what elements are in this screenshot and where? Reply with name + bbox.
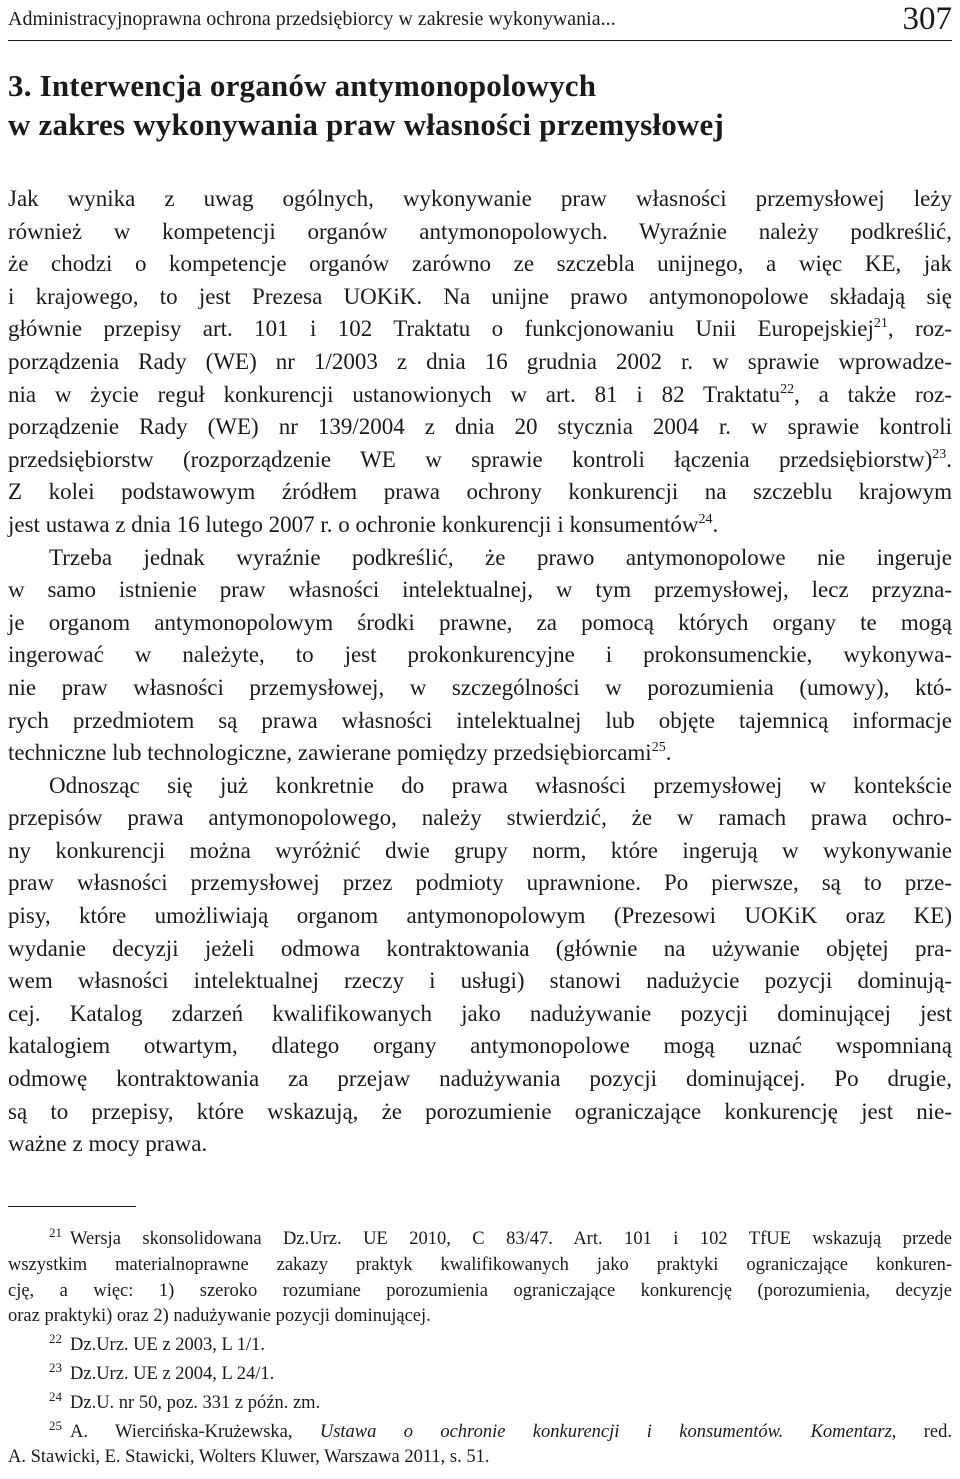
footnote-ref-23: 23 — [932, 446, 947, 462]
footnote-24 — [8, 1388, 952, 1417]
body-line: ny konkurencji można wyróżnić dwie grupy norm, które ingerują w wykonywanie — [8, 837, 952, 863]
body-line: porządzenia Rady (WE) nr 1/2003 z dnia 16 grudnia 2002 r. w sprawie wprowadze- — [8, 348, 952, 374]
body-line: w samo istnienie praw własności intelektualnej, w tym przemysłowej, lecz przyzna- — [8, 577, 952, 603]
body-line: przepisów prawa antymonopolowego, należy stwierdzić, że w ramach prawa ochro- — [8, 805, 952, 831]
body-line: katalogiem otwartym, dlatego organy antymonopolowe mogą uznać wspomnianą — [8, 1033, 952, 1059]
footnotes — [8, 1227, 952, 1471]
body-line: również w kompetencji organów antymonopolowych. Wyraźnie należy podkreślić, — [8, 218, 952, 244]
body-line: i krajowego, to jest Prezesa UOKiK. Na unijne prawo antymonopolowe składają się — [8, 283, 952, 309]
body-line: pisy, które umożliwiają organom antymonopolowym (Prezesowi UOKiK oraz KE) — [8, 903, 952, 929]
footnote-ref-21: 21 — [873, 316, 888, 332]
footnote-22 — [8, 1333, 952, 1359]
chapter-heading-line-2: w zakres wykonywania praw własności przemysłowej — [8, 107, 724, 142]
body-text — [8, 183, 952, 1161]
footnote-21 — [8, 1227, 952, 1253]
body-line-text: przedsiębiorstw (rozporządzenie WE w sprawie kontroli łączenia przedsiębiorstw) — [8, 446, 933, 472]
body-line: ingerować w należyte, to jest prokonkurencyjne i prokonsumenckie, wykonywa- — [8, 642, 952, 668]
body-line-text: , a także roz- — [794, 381, 952, 407]
footnote-number: 25 — [49, 1417, 62, 1433]
body-line-text: techniczne lub technologiczne, zawierane pomiędzy przedsiębiorcami — [8, 740, 652, 766]
body-line — [8, 313, 952, 346]
body-line-text: głównie przepisy art. 101 i 102 Traktatu o funkcjonowaniu Unii Europejskiej — [8, 316, 874, 342]
footnote-text: , red. — [891, 1421, 953, 1442]
footnote-separator — [8, 1206, 136, 1207]
footnote-ref-24: 24 — [698, 511, 713, 527]
footnote-ref-25: 25 — [651, 740, 666, 756]
body-line-text: nia w życie reguł konkurencji ustanowionych w art. 81 i 82 Traktatu — [8, 381, 781, 407]
body-line — [8, 737, 952, 770]
body-line: praw własności przemysłowej przez podmioty uprawnione. Po pierwsze, są to prze- — [8, 870, 952, 896]
body-line: odmowę kontraktowania za przejaw nadużywania pozycji dominującej. Po drugie, — [8, 1066, 952, 1092]
body-line: rych przedmiotem są prawa własności intelektualnej lub objęte tajemnicą informacje — [8, 707, 952, 733]
body-line: wem własności intelektualnej rzeczy i usługi) stanowi nadużycie pozycji dominują- — [8, 968, 952, 994]
body-line: nie praw własności przemysłowej, w szczególności w porozumienia (umowy), któ- — [8, 674, 952, 700]
footnote-line: oraz praktyki) oraz 2) nadużywanie pozycji dominującej. — [8, 1306, 431, 1327]
chapter-heading-line-1: 3. Interwencja organów antymonopolowych — [8, 68, 597, 103]
body-line-text: jest ustawa z dnia 16 lutego 2007 r. o ochronie konkurencji i konsumentów — [8, 511, 699, 537]
footnote-23 — [8, 1359, 952, 1388]
body-line: cej. Katalog zdarzeń kwalifikowanych jako nadużywanie pozycji dominującej jest — [8, 1000, 952, 1026]
footnote-number: 22 — [49, 1331, 62, 1347]
footnote-text: Dz.U. nr 50, poz. 331 z późn. zm. — [70, 1392, 321, 1413]
body-line: Odnosząc się już konkretnie do prawa własności przemysłowej w kontekście — [49, 772, 952, 798]
footnote-number: 24 — [49, 1388, 62, 1404]
body-line: porządzenie Rady (WE) nr 139/2004 z dnia 20 stycznia 2004 r. w sprawie kontroli — [8, 414, 952, 440]
body-line-text: , roz- — [887, 316, 953, 342]
footnote-number: 21 — [49, 1225, 62, 1240]
body-line — [8, 444, 952, 477]
footnote-book-title: Ustawa o ochronie konkurencji i konsumentów. Komentarz — [319, 1421, 892, 1442]
footnote-author: A. Wiercińska-Krużewska, — [70, 1421, 293, 1442]
body-line: są to przepisy, które wskazują, że porozumienie ograniczające konkurencję jest nie- — [8, 1098, 952, 1124]
footnote-text: Wersja skonsolidowana Dz.Urz. UE 2010, C 83/47. Art. 101 i 102 TfUE wskazują przede — [70, 1229, 952, 1249]
footnote-text: Dz.Urz. UE z 2004, L 24/1. — [70, 1363, 275, 1384]
body-line: wydanie decyzji jeżeli odmowa kontraktowania (głównie na używanie objętej pra- — [8, 935, 952, 961]
footnote-line: cję, a więc: 1) szeroko rozumiane porozumienia ograniczające konkurencję (porozumienia, decyzje — [8, 1280, 952, 1301]
body-line — [8, 509, 952, 542]
body-line: je organom antymonopolowym środki prawne, za pomocą których organy te mogą — [8, 609, 952, 635]
body-line-text: . — [665, 740, 672, 766]
body-line: Trzeba jednak wyraźnie podkreślić, że prawo antymonopolowe nie ingeruje — [49, 544, 952, 570]
footnote-25 — [8, 1417, 953, 1446]
body-line — [8, 379, 952, 412]
running-title: Administracyjnoprawna ochrona przedsiębiorcy w zakresie wykonywania... — [8, 8, 616, 30]
footnote-number: 23 — [49, 1359, 62, 1375]
body-line: Z kolei podstawowym źródłem prawa ochrony konkurencji na szczeblu krajowym — [8, 479, 952, 505]
footnote-line: wszystkim materialnoprawne zakazy praktyk kwalifikowanych jako praktyki ograniczające konkuren- — [8, 1254, 952, 1275]
body-line-text: . — [712, 511, 719, 537]
page-header — [8, 0, 952, 41]
footnote-text: Dz.Urz. UE z 2003, L 1/1. — [70, 1335, 266, 1356]
footnote-ref-22: 22 — [780, 381, 795, 397]
body-line-text: . — [946, 446, 952, 472]
body-line: Jak wynika z uwag ogólnych, wykonywanie praw własności przemysłowej leży — [8, 186, 952, 211]
footnote-line: A. Stawicki, E. Stawicki, Wolters Kluwer, Warszawa 2011, s. 51. — [8, 1447, 490, 1468]
body-line: ważne z mocy prawa. — [8, 1131, 208, 1157]
chapter-heading — [8, 66, 952, 144]
page-number: 307 — [902, 1, 952, 37]
body-line: że chodzi o kompetencje organów zarówno ze szczebla unijnego, a więc KE, jak — [8, 251, 952, 277]
